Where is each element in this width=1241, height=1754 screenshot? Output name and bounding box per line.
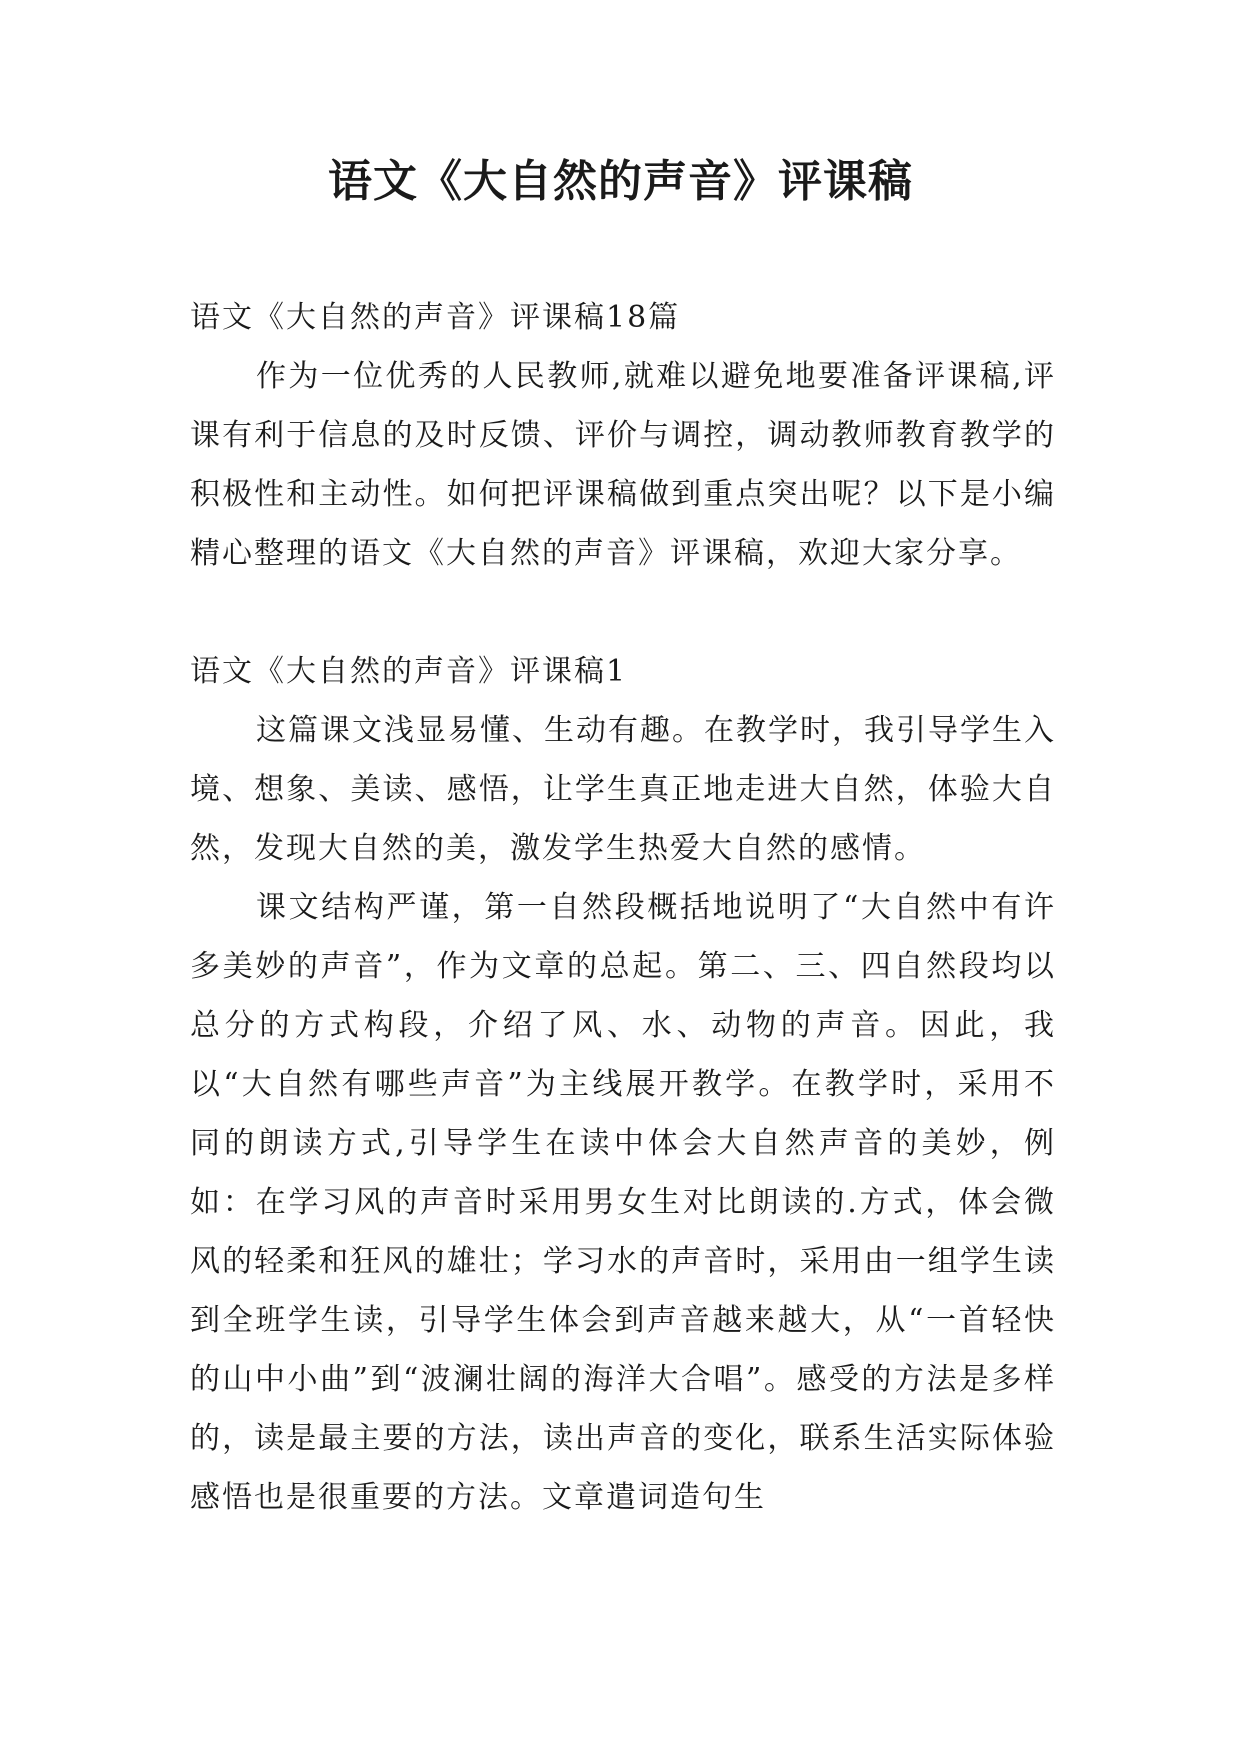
- intro-paragraph: 作为一位优秀的人民教师,就难以避免地要准备评课稿,评课有利于信息的及时反馈、评价与调控，调动教师教育教学的积极性和主动性。如何把评课稿做到重点突出呢？以下是小编精心整理的语文《大自然的声音》评课稿，欢迎大家分享。: [190, 359, 1056, 571]
- section-heading: 语文《大自然的声音》评课稿1: [190, 654, 628, 689]
- document-title: 语文《大自然的声音》评课稿: [328, 156, 913, 207]
- collection-subtitle: 语文《大自然的声音》评课稿18篇: [190, 300, 681, 335]
- body-paragraph: 课文结构严谨，第一自然段概括地说明了“大自然中有许多美妙的声音”，作为文章的总起。第二、三、四自然段均以总分的方式构段，介绍了风、水、动物的声音。因此，我以“大自然有哪些声音”为主线展开教学。在教学时，采用不同的朗读方式,引导学生在读中体会大自然声音的美妙，例如：在学习风的声音时采用男女生对比朗读的.方式，体会微风的轻柔和狂风的雄壮；学习水的声音时，采用由一组学生读到全班学生读，引导学生体会到声音越来越大，从“一首轻快的山中小曲”到“波澜壮阔的海洋大合唱”。感受的方法是多样的，读是最主要的方法，读出声音的变化，联系生活实际体验感悟也是很重要的方法。文章遣词造句生: [190, 890, 1056, 1515]
- document-body: [190, 288, 1056, 1527]
- section-spacer: [190, 583, 1056, 642]
- body-paragraph: 这篇课文浅显易懂、生动有趣。在教学时，我引导学生入境、想象、美读、感悟，让学生真正地走进大自然，体验大自然，发现大自然的美，激发学生热爱大自然的感情。: [190, 713, 1056, 866]
